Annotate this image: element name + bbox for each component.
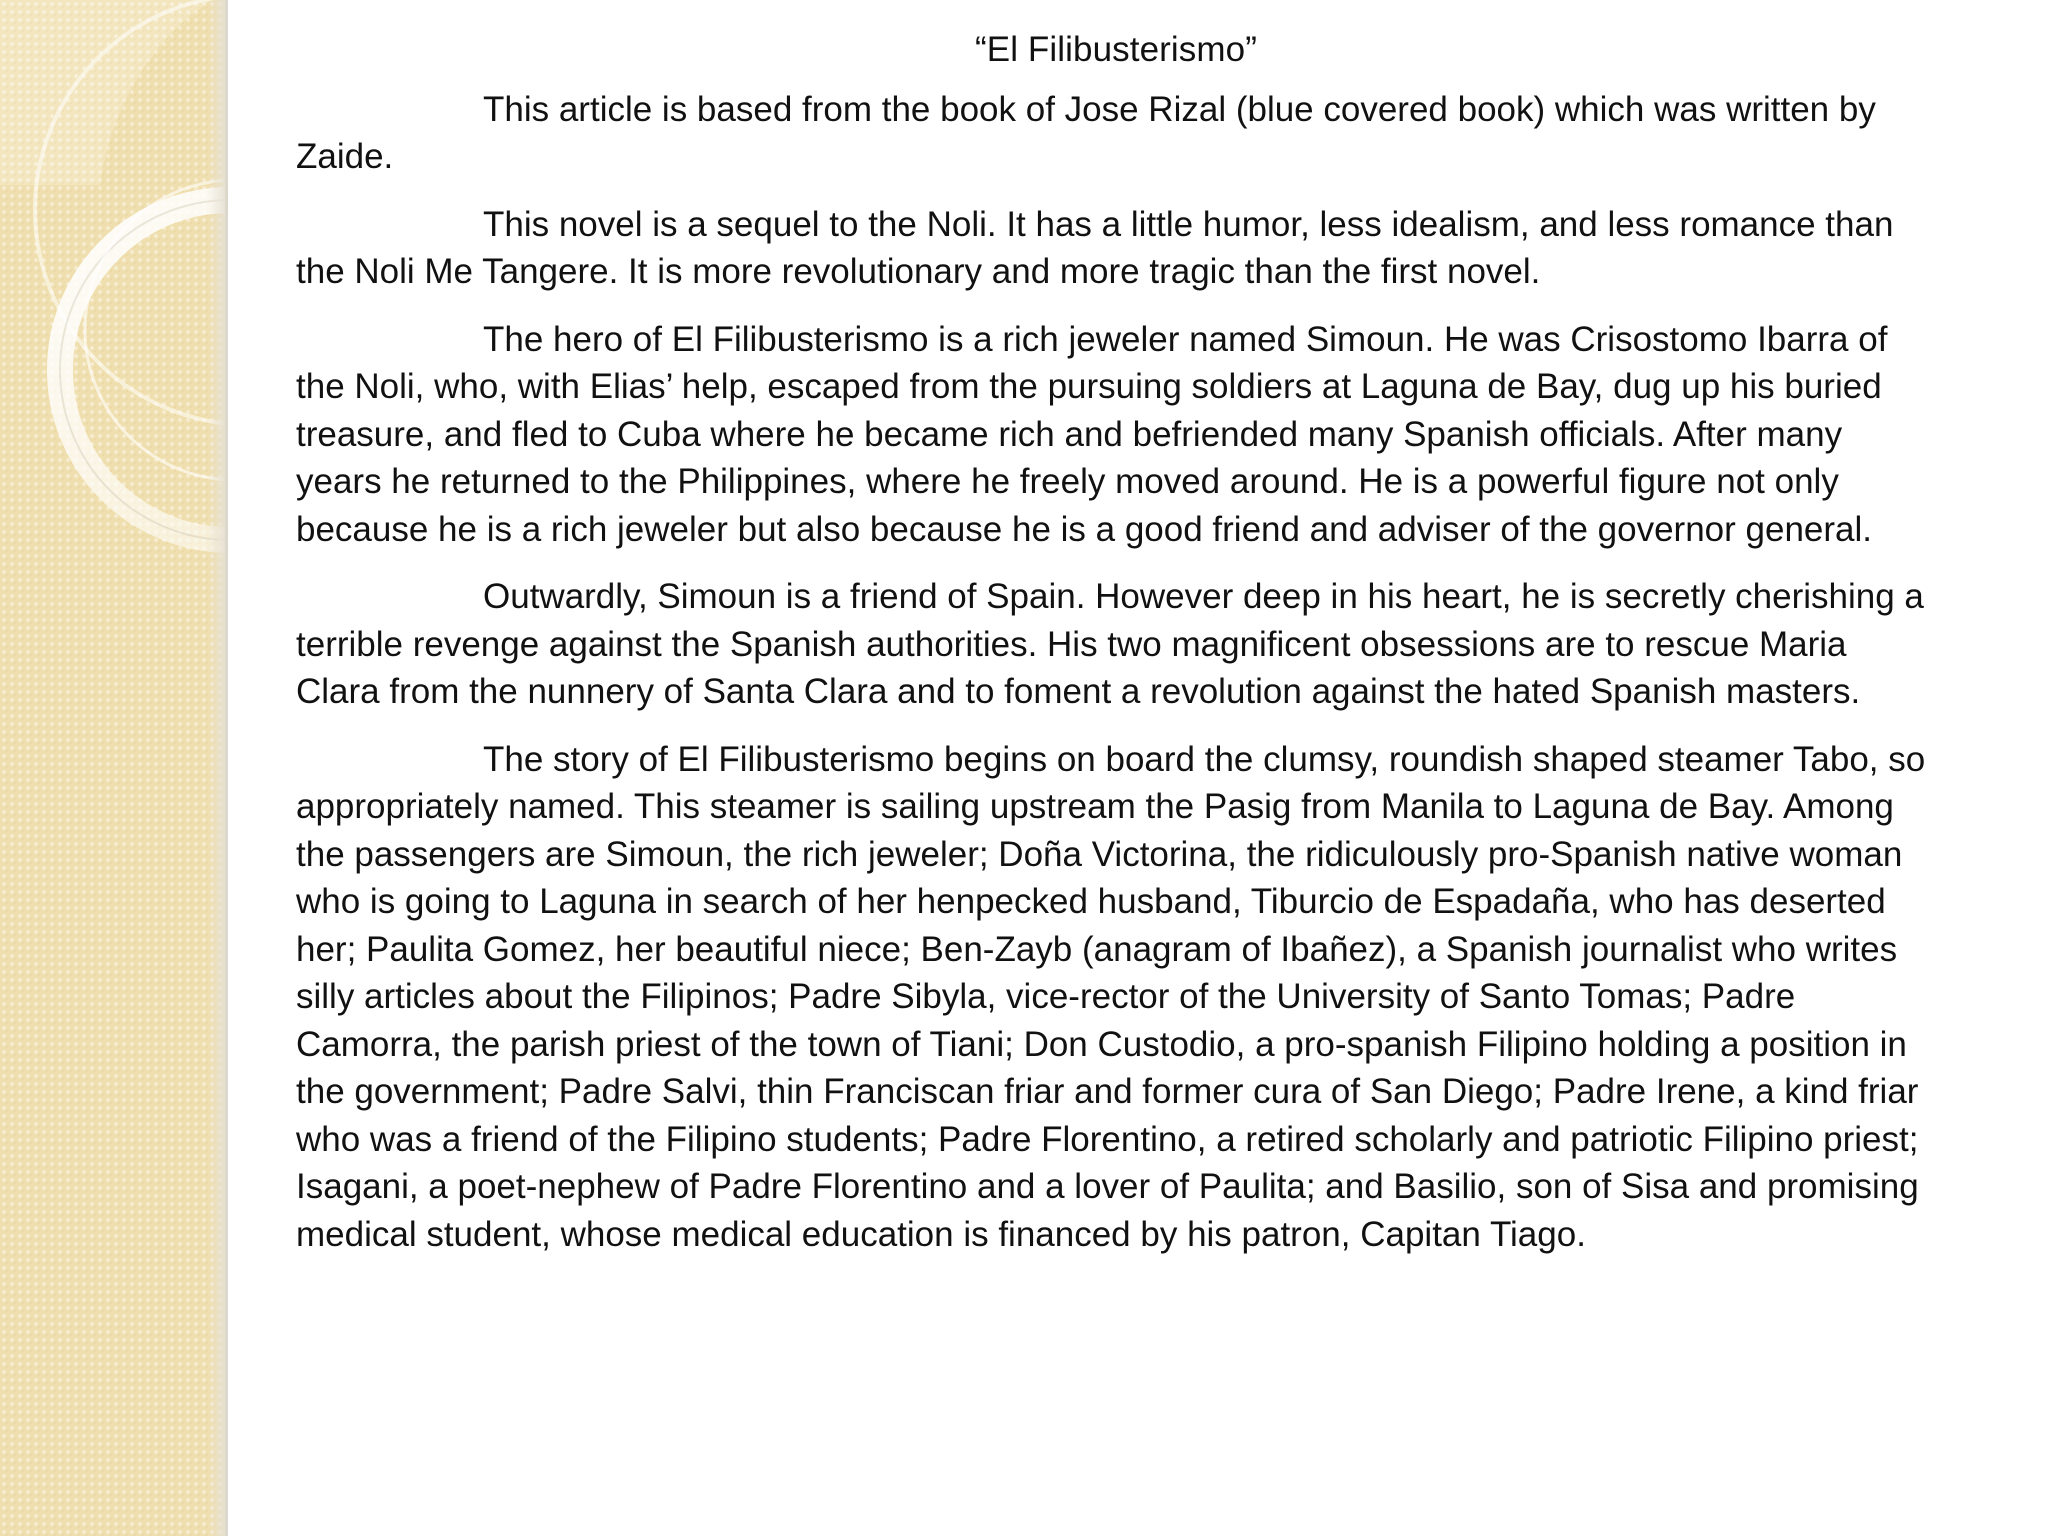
side-band-edge-shade xyxy=(207,0,225,1536)
paragraph-hero: The hero of El Filibusterismo is a rich jeweler named Simoun. He was Crisostomo Ibarra of the Noli, who, with Elias’ help, escaped from the pursuing soldiers at Laguna de Bay, dug up his buried treasure, and fled to Cuba where he became rich and befriended many Spanish officials. After many years he returned to the Philippines, where he freely moved around. He is a powerful figure not only because he is a rich jeweler but also because he is a good friend and adviser of the governor general. xyxy=(296,319,1888,549)
paragraph-revenge: Outwardly, Simoun is a friend of Spain. However deep in his heart, he is secretly cherishing a terrible revenge against the Spanish authorities. His two magnificent obsessions are to rescue Maria Clara from the nunnery of Santa Clara and to foment a revolution against the hated Spanish masters. xyxy=(296,577,1924,712)
decorative-rings-ornament xyxy=(0,0,228,560)
slide-content xyxy=(296,28,1936,1278)
paragraph-story-beginning: The story of El Filibusterismo begins on board the clumsy, roundish shaped steamer Tabo, so appropriately named. This steamer is sailing upstream the Pasig from Manila to Laguna de Bay. Among the passengers are Simoun, the rich jeweler; Doña Victorina, the ridiculously pro-Spanish native woman who is going to Laguna in search of her henpecked husband, Tiburcio de Espadaña, who has deserted her; Paulita Gomez, her beautiful niece; Ben-Zayb (anagram of Ibañez), a Spanish journalist who writes silly articles about the Filipinos; Padre Sibyla, vice-rector of the University of Santo Tomas; Padre Camorra, the parish priest of the town of Tiani; Don Custodio, a pro-spanish Filipino holding a position in the government; Padre Salvi, thin Franciscan friar and former cura of San Diego; Padre Irene, a kind friar who was a friend of the Filipino students; Padre Florentino, a retired scholarly and patriotic Filipino priest; Isagani, a poet-nephew of Padre Florentino and a lover of Paulita; and Basilio, son of Sisa and promising medical student, whose medical education is financed by his patron, Capitan Tiago. xyxy=(296,739,1926,1254)
paragraph-source: This article is based from the book of Jose Rizal (blue covered book) which was written by Zaide. xyxy=(296,89,1876,177)
paragraph-sequel: This novel is a sequel to the Noli. It has a little humor, less idealism, and less romance than the Noli Me Tangere. It is more revolutionary and more tragic than the first novel. xyxy=(296,204,1894,292)
decorative-side-band xyxy=(0,0,228,1536)
slide-title: “El Filibusterismo” xyxy=(975,30,1257,69)
